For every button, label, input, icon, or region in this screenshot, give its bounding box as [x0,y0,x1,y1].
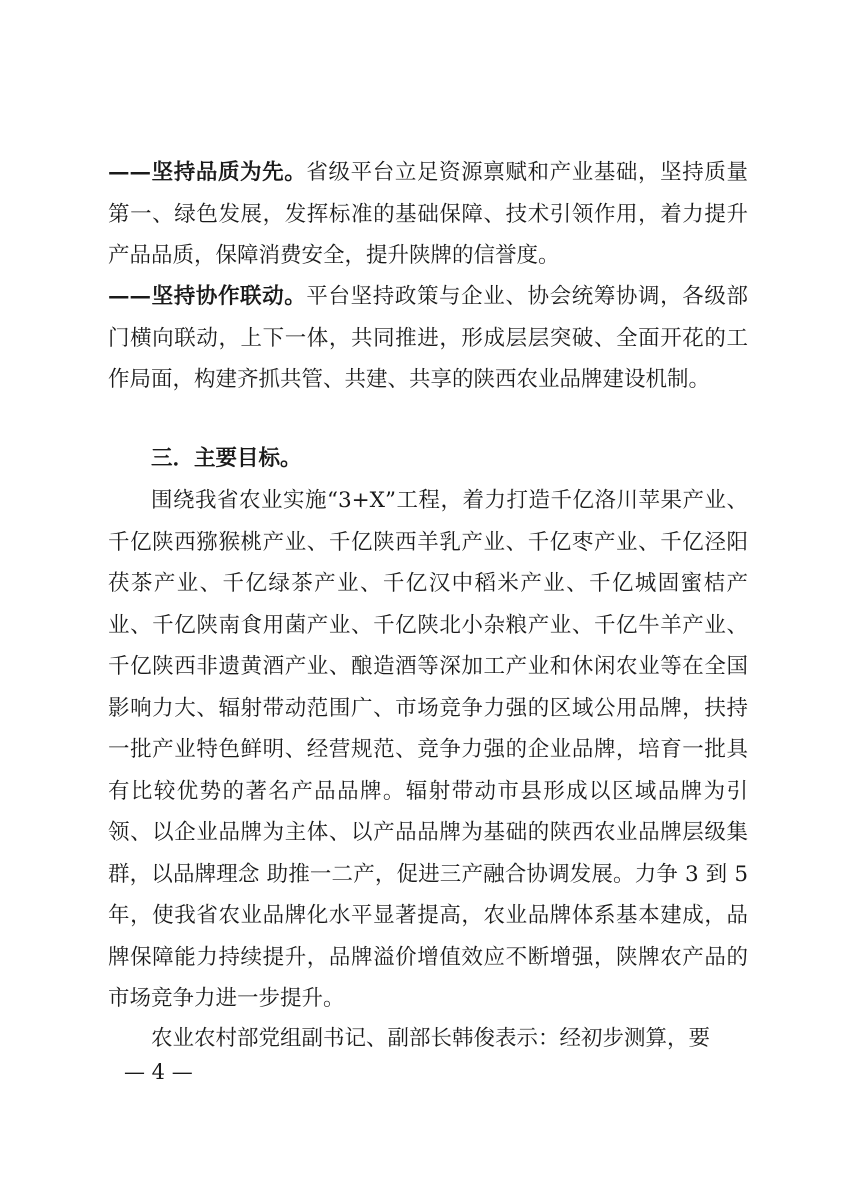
page-number: — 4 — [124,1060,193,1084]
principle-cooperation-lead: ——坚持协作联动。 [108,284,307,309]
goals-paragraph: 围绕我省农业实施“3+X”工程，着力打造千亿洛川苹果产业、千亿陕西猕猴桃产业、千亿陕西羊乳产业、千亿枣产业、千亿泾阳茯茶产业、千亿绿茶产业、千亿汉中稻米产业、千亿城固蜜桔产业、千亿陕南食用菌产业、千亿陕北小杂粮产业、千亿牛羊产业、千亿陕西非遗黄酒产业、酿造酒等深加工产业和休闲农业等在全国影响力大、辐射带动范围广、市场竞争力强的区域公用品牌，扶持一批产业特色鲜明、经营规范、竞争力强的企业品牌，培育一批具有比较优势的著名产品品牌。辐射带动市县形成以区域品牌为引领、以企业品牌为主体、以产品品牌为基础的陕西农业品牌层级集群，以品牌理念 助推一二产，促进三产融合协调发展。力争 3 到 5 年，使我省农业品牌化水平显著提高，农业品牌体系基本建成，品牌保障能力持续提升，品牌溢价增值效应不断增强，陕牌农产品的市场竞争力进一步提升。 [108,488,748,1011]
principle-cooperation-body: 平台坚持政策与企业、协会统筹协调，各级部门横向联动，上下一体，共同推进，形成层层突破、全面开花的工作局面，构建齐抓共管、共建、共享的陕西农业品牌建设机制。 [108,284,748,392]
section-heading: 三．主要目标。 [151,446,302,471]
principle-quality-paragraph [108,152,748,277]
closing-paragraph: 农业农村部党组副书记、副部长韩俊表示：经初步测算，要 [151,1026,711,1051]
principle-quality-lead: ——坚持品质为先。 [108,160,307,185]
principle-quality-body: 省级平台立足资源禀赋和产业基础，坚持质量第一、绿色发展，发挥标准的基础保障、技术引领作用，着力提升产品品质，保障消费安全，提升陕牌的信誉度。 [108,160,748,268]
principle-cooperation-paragraph [108,276,748,401]
